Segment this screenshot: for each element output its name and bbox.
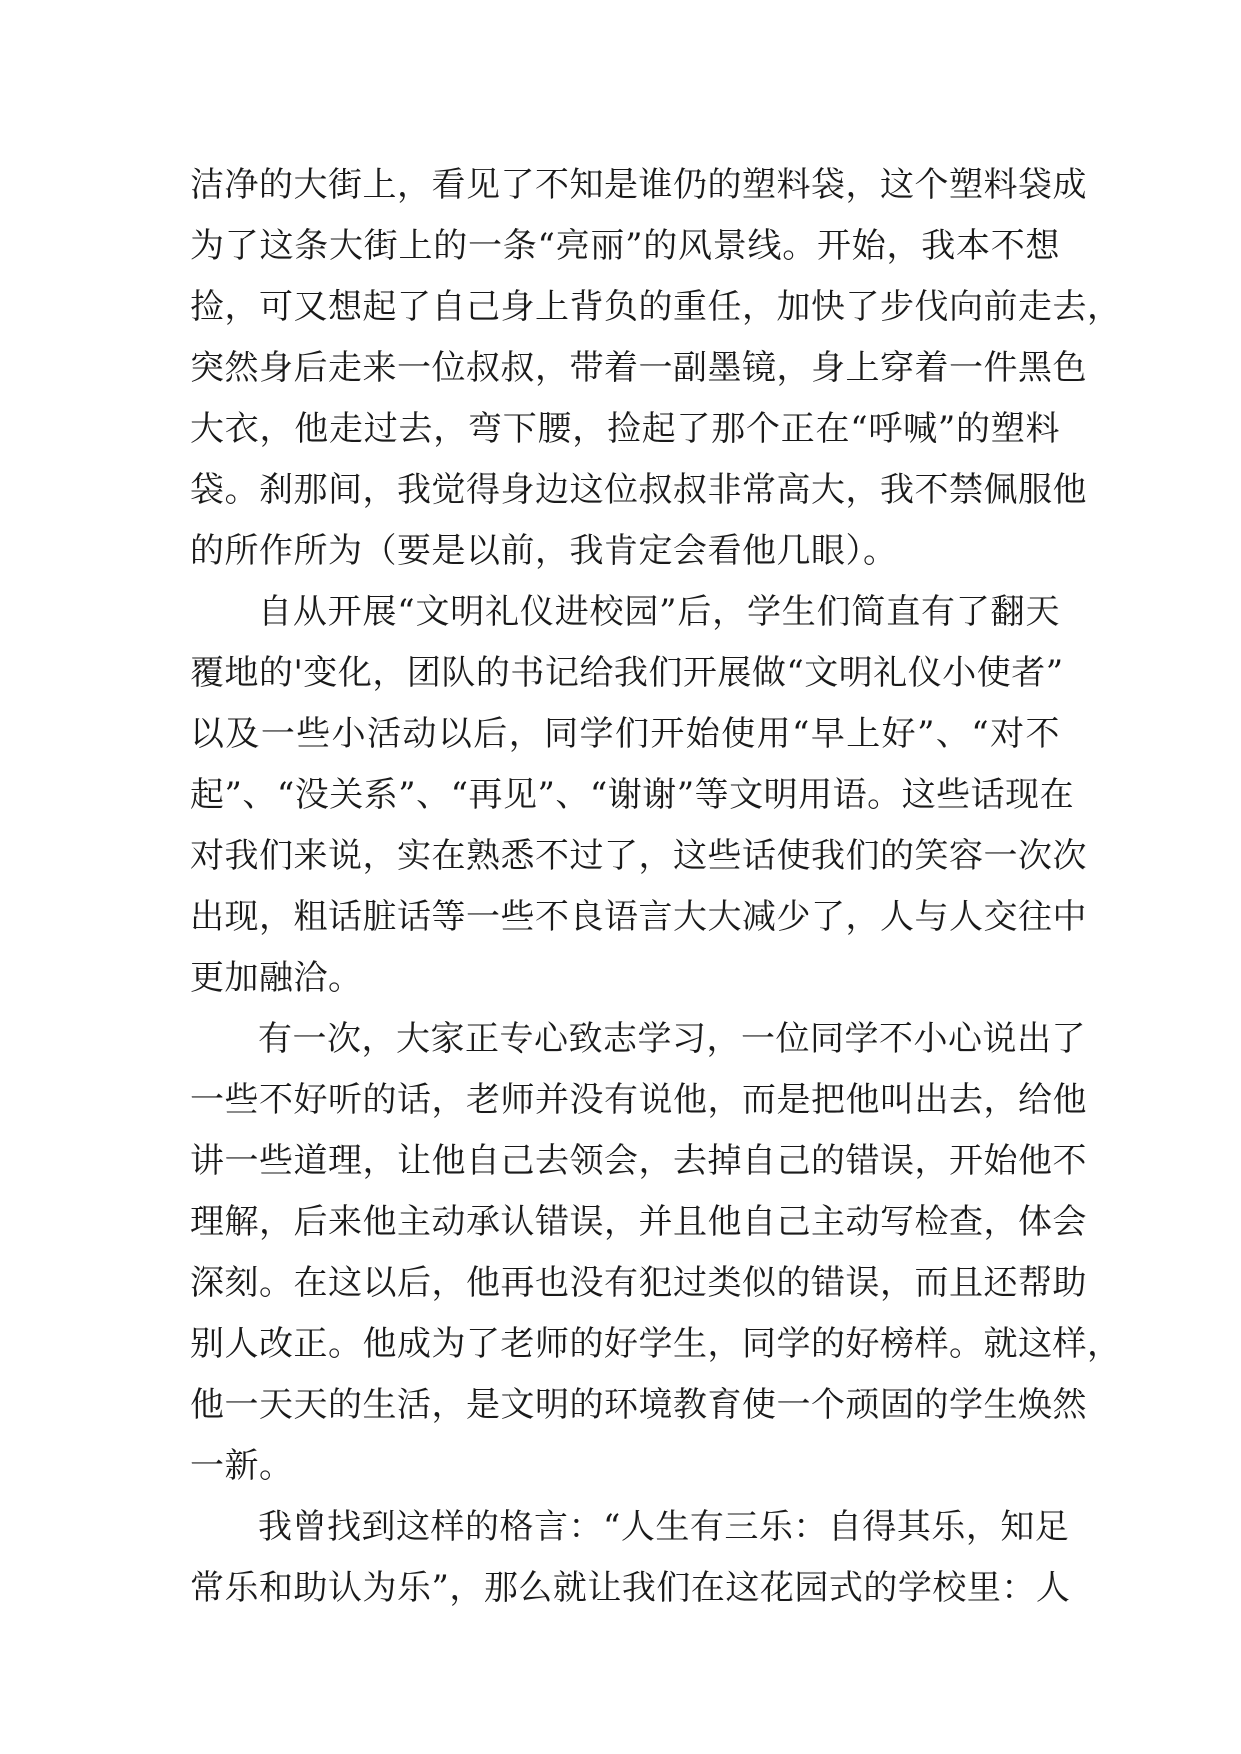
text-line: 讲一些道理，让他自己去领会，去掉自己的错误，开始他不 (190, 1141, 1087, 1181)
text-line: 别人改正。他成为了老师的好学生，同学的好榜样。就这样， (190, 1324, 1122, 1364)
text-line: 深刻。在这以后，他再也没有犯过类似的错误，而且还帮助 (190, 1263, 1087, 1303)
text-line: 有一次，大家正专心致志学习，一位同学不小心说出了 (258, 1019, 1086, 1059)
paragraph-2 (190, 582, 1087, 1009)
paragraph-4 (190, 1497, 1071, 1619)
text-line: 我曾找到这样的格言：“人生有三乐：自得其乐，知足 (258, 1507, 1070, 1547)
document-body (190, 155, 1122, 1619)
paragraph-1 (190, 155, 1122, 582)
text-line: 覆地的'变化，团队的书记给我们开展做“文明礼仪小使者” (190, 653, 1064, 693)
text-line: 的所作所为（要是以前，我肯定会看他几眼）。 (190, 531, 898, 571)
text-line: 一些不好听的话，老师并没有说他，而是把他叫出去，给他 (190, 1080, 1087, 1120)
text-line: 理解，后来他主动承认错误，并且他自己主动写检查，体会 (190, 1202, 1087, 1242)
text-line: 以及一些小活动以后，同学们开始使用“早上好”、“对不 (190, 714, 1060, 754)
text-line: 捡，可又想起了自己身上背负的重任，加快了步伐向前走去， (190, 287, 1122, 327)
text-line: 洁净的大街上，看见了不知是谁仍的塑料袋，这个塑料袋成 (190, 165, 1087, 205)
paragraph-3 (190, 1009, 1122, 1497)
text-line: 自从开展“文明礼仪进校园”后，学生们简直有了翻天 (258, 592, 1060, 632)
text-line: 更加融洽。 (190, 958, 363, 998)
text-line: 常乐和助认为乐”，那么就让我们在这花园式的学校里：人 (190, 1568, 1071, 1608)
text-line: 他一天天的生活，是文明的环境教育使一个顽固的学生焕然 (190, 1385, 1087, 1425)
text-line: 突然身后走来一位叔叔，带着一副墨镜，身上穿着一件黑色 (190, 348, 1087, 388)
text-line: 对我们来说，实在熟悉不过了，这些话使我们的笑容一次次 (190, 836, 1087, 876)
text-line: 一新。 (190, 1446, 294, 1486)
text-line: 出现，粗话脏话等一些不良语言大大减少了，人与人交往中 (190, 897, 1087, 937)
text-line: 为了这条大街上的一条“亮丽”的风景线。开始，我本不想 (190, 226, 1060, 266)
text-line: 袋。刹那间，我觉得身边这位叔叔非常高大，我不禁佩服他 (190, 470, 1087, 510)
text-line: 起”、“没关系”、“再见”、“谢谢”等文明用语。这些话现在 (190, 775, 1075, 815)
text-line: 大衣，他走过去，弯下腰，捡起了那个正在“呼喊”的塑料 (190, 409, 1060, 449)
